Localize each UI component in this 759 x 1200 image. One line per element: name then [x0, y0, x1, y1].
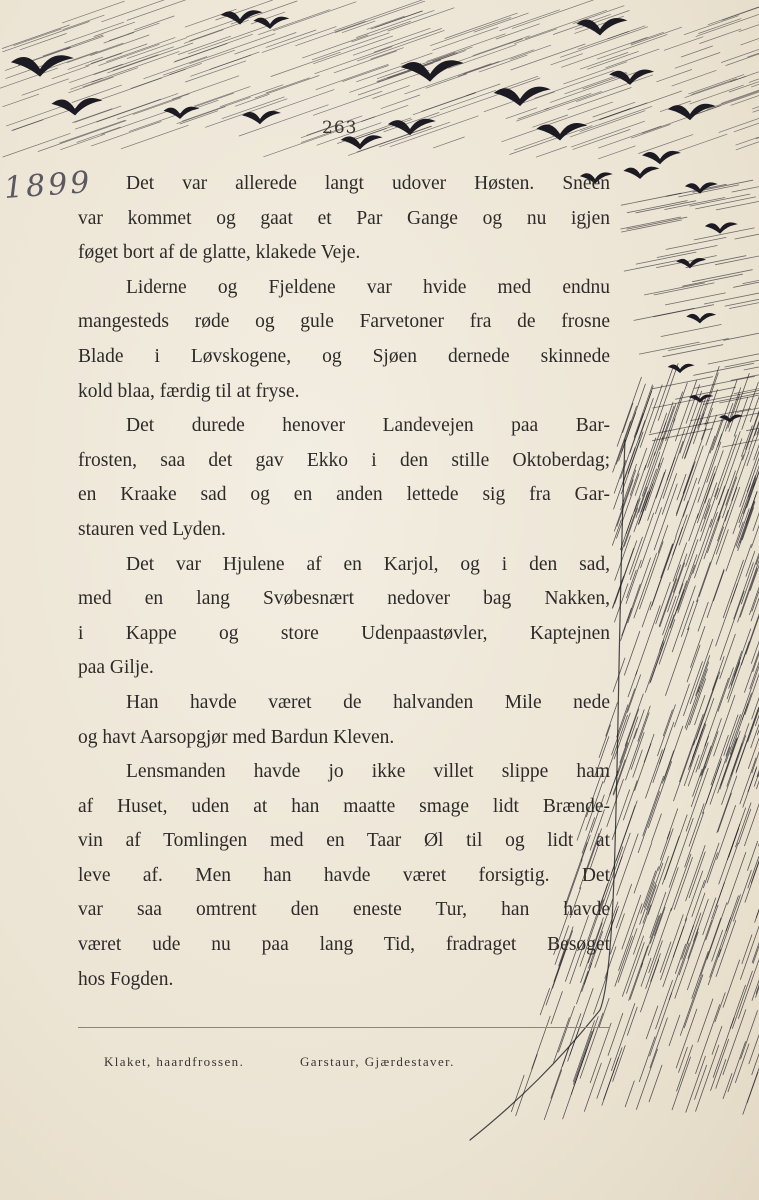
text-line: Det var allerede langt udover Høsten. Sneen [126, 173, 610, 194]
text-line: kold blaa, færdig til at fryse. [78, 380, 300, 402]
text-line: Blade i Løvskogene, og Sjøen dernede skinnede [78, 345, 610, 367]
text-line: en Kraake sad og en anden lettede sig fra Gar- [78, 484, 610, 506]
text-line: vin af Tomlingen med en Taar Øl til og lidt at [78, 830, 610, 852]
text-line: paa Gilje. [78, 657, 154, 679]
footnote-klaket: Klaket, haardfrossen. [104, 1054, 245, 1069]
text-line: af Huset, uden at han maatte smage lidt Brænde- [78, 795, 610, 817]
text-line: Liderne og Fjeldene var hvide med endnu [126, 276, 610, 298]
text-line: Det durede henover Landevejen paa Bar- [126, 415, 610, 437]
text-line: leve af. Men han havde været forsigtig. Det [78, 864, 610, 886]
footnote-garstaur: Garstaur, Gjærdestaver. [300, 1054, 455, 1069]
paragraph [78, 755, 610, 997]
text-line: Lensmanden havde jo ikke villet slippe ham [126, 761, 610, 783]
paragraph [78, 271, 610, 409]
margin-year-note: 1899 [2, 164, 94, 207]
text-line: hos Fogden. [78, 968, 174, 990]
text-line: Det var Hjulene af en Karjol, og i den sad, [126, 553, 610, 575]
text-line: var saa omtrent den eneste Tur, han havde [78, 899, 610, 921]
text-line: var kommet og gaat et Par Gange og nu igjen [78, 207, 610, 229]
text-line: frosten, saa det gav Ekko i den stille Oktoberdag; [78, 449, 610, 471]
text-line: stauren ved Lyden. [78, 518, 226, 540]
page-number: 263 [322, 118, 358, 138]
paragraph [78, 409, 610, 547]
text-line: med en lang Svøbesnært nedover bag Nakken, [78, 588, 610, 610]
footnote-rule [78, 1027, 610, 1028]
text-line: føget bort af de glatte, klakede Veje. [78, 242, 361, 264]
paragraph [78, 548, 610, 686]
body-text [78, 167, 610, 997]
text-line: Han havde været de halvanden Mile nede [126, 691, 610, 713]
text-line: mangesteds røde og gule Farvetoner fra de frosne [78, 311, 610, 333]
paragraph [78, 167, 610, 271]
paragraph [78, 686, 610, 755]
text-line: og havt Aarsopgjør med Bardun Kleven. [78, 726, 395, 748]
text-line: været ude nu paa lang Tid, fradraget Besøget [78, 934, 610, 956]
text-line: i Kappe og store Udenpaastøvler, Kaptejnen [78, 622, 610, 644]
